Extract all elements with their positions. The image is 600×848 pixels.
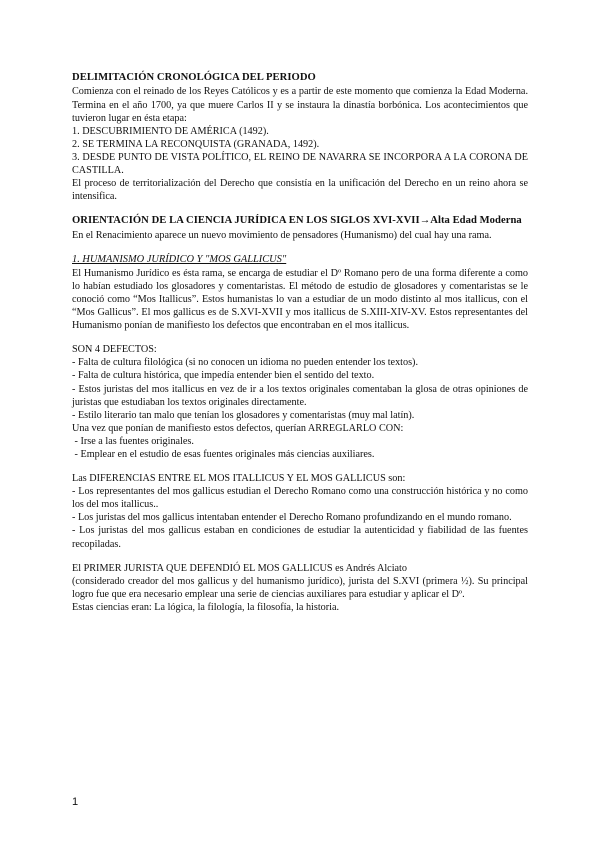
alciato-body: (considerado creador del mos gallicus y del humanismo jurídico), jurista del S.XVI (primera ½). Su principal logro fue que era necesario emplear una serie de ciencias auxiliares para estudiar y aplicar el Dº. — [72, 575, 528, 600]
defecto-item-1: - Falta de cultura filológica (si no conocen un idioma no pueden entender los textos). — [72, 357, 418, 369]
delimitacion-closing: El proceso de territorialización del Derecho que consistía en la unificación del Derecho en un reino ahora se intensifica. — [72, 178, 528, 203]
defecto-item-4: - Estilo literario tan malo que tenían los glosadores y comentaristas (muy mal latín). — [72, 409, 415, 421]
diferencia-item-1: - Los representantes del mos gallicus estudian el Derecho Romano como una construcción histórica y no como los del mos itallicus.. — [72, 486, 528, 511]
alciato-closing: Estas ciencias eran: La lógica, la filología, la filosofía, la historia. — [72, 601, 340, 613]
delimitacion-item-2: 2. SE TERMINA LA RECONQUISTA (GRANADA, 1492). — [72, 138, 320, 150]
diferencias-title: Las DIFERENCIAS ENTRE EL MOS ITALLICUS Y EL MOS GALLICUS son: — [72, 473, 406, 485]
subtitle-humanismo: 1. HUMANISMO JURÍDICO Y "MOS GALLICUS" — [72, 253, 287, 265]
delimitacion-item-1: 1. DESCUBRIMIENTO DE AMÉRICA (1492). — [72, 125, 269, 137]
alciato-title: El PRIMER JURISTA QUE DEFENDIÓ EL MOS GALLICUS es Andrés Alciato — [72, 562, 407, 574]
diferencia-item-2: - Los juristas del mos gallicus intentaban entender el Derecho Romano profundizando en el mundo romano. — [72, 512, 512, 524]
orientacion-intro: En el Renacimiento aparece un nuevo movimiento de pensadores (Humanismo) del cual hay una rama. — [72, 229, 492, 241]
defecto-item-3: - Estos juristas del mos itallicus en vez de ir a los textos originales comentaban la glosa de otras opiniones de juristas que estudiaban los textos originales directamente. — [72, 383, 528, 408]
defecto-item-2: - Falta de cultura histórica, que impedía entender bien el sentido del texto. — [72, 370, 375, 382]
delimitacion-item-3: 3. DESDE PUNTO DE VISTA POLÍTICO, EL REINO DE NAVARRA SE INCORPORA A LA CORONA DE CASTILLA. — [72, 151, 528, 176]
defectos-fix-intro: Una vez que ponían de manifiesto estos defectos, querían ARREGLARLO CON: — [72, 422, 404, 434]
delimitacion-intro: Comienza con el reinado de los Reyes Católicos y es a partir de este momento que comienza la Edad Moderna. Termina en el año 1700, ya que muere Carlos II y se instaura la dinastía borbónica. Los acontecimientos que tuvieron lugar en ésta etapa: — [72, 86, 528, 124]
page-number: 1 — [72, 796, 79, 808]
defectos-fix-item-2: - Emplear en el estudio de esas fuentes originales más ciencias auxiliares. — [72, 448, 375, 460]
section-title-delimitacion: DELIMITACIÓN CRONOLÓGICA DEL PERIODO — [72, 72, 316, 83]
defectos-title: SON 4 DEFECTOS: — [72, 344, 157, 356]
humanismo-body: El Humanismo Jurídico es ésta rama, se encarga de estudiar el Dº Romano pero de una forma diferente a como lo habían estudiado los glosadores y comentaristas. El método de estudio de glosadores y comentaristas se le conoció como “Mos Itallicus”. Estos humanistas lo van a estudiar de un modo distinto al mos itallicus, con el “Mos Gallicus”. El mos gallicus es de S.XVI-XVII y mos itallicus de S.XIII-XIV-XV. Estos representantes del Humanismo ponían de manifiesto los defectos que encontraban en el mos itallicus. — [72, 267, 528, 332]
diferencia-item-3: - Los juristas del mos gallicus estaban en condiciones de estudiar la autenticidad y fiabilidad de las fuentes recopiladas. — [72, 525, 528, 550]
section-title-orientacion: ORIENTACIÓN DE LA CIENCIA JURÍDICA EN LOS SIGLOS XVI-XVII→Alta Edad Moderna — [72, 215, 522, 227]
defectos-fix-item-1: - Irse a las fuentes originales. — [72, 435, 194, 447]
document-page — [72, 71, 528, 614]
